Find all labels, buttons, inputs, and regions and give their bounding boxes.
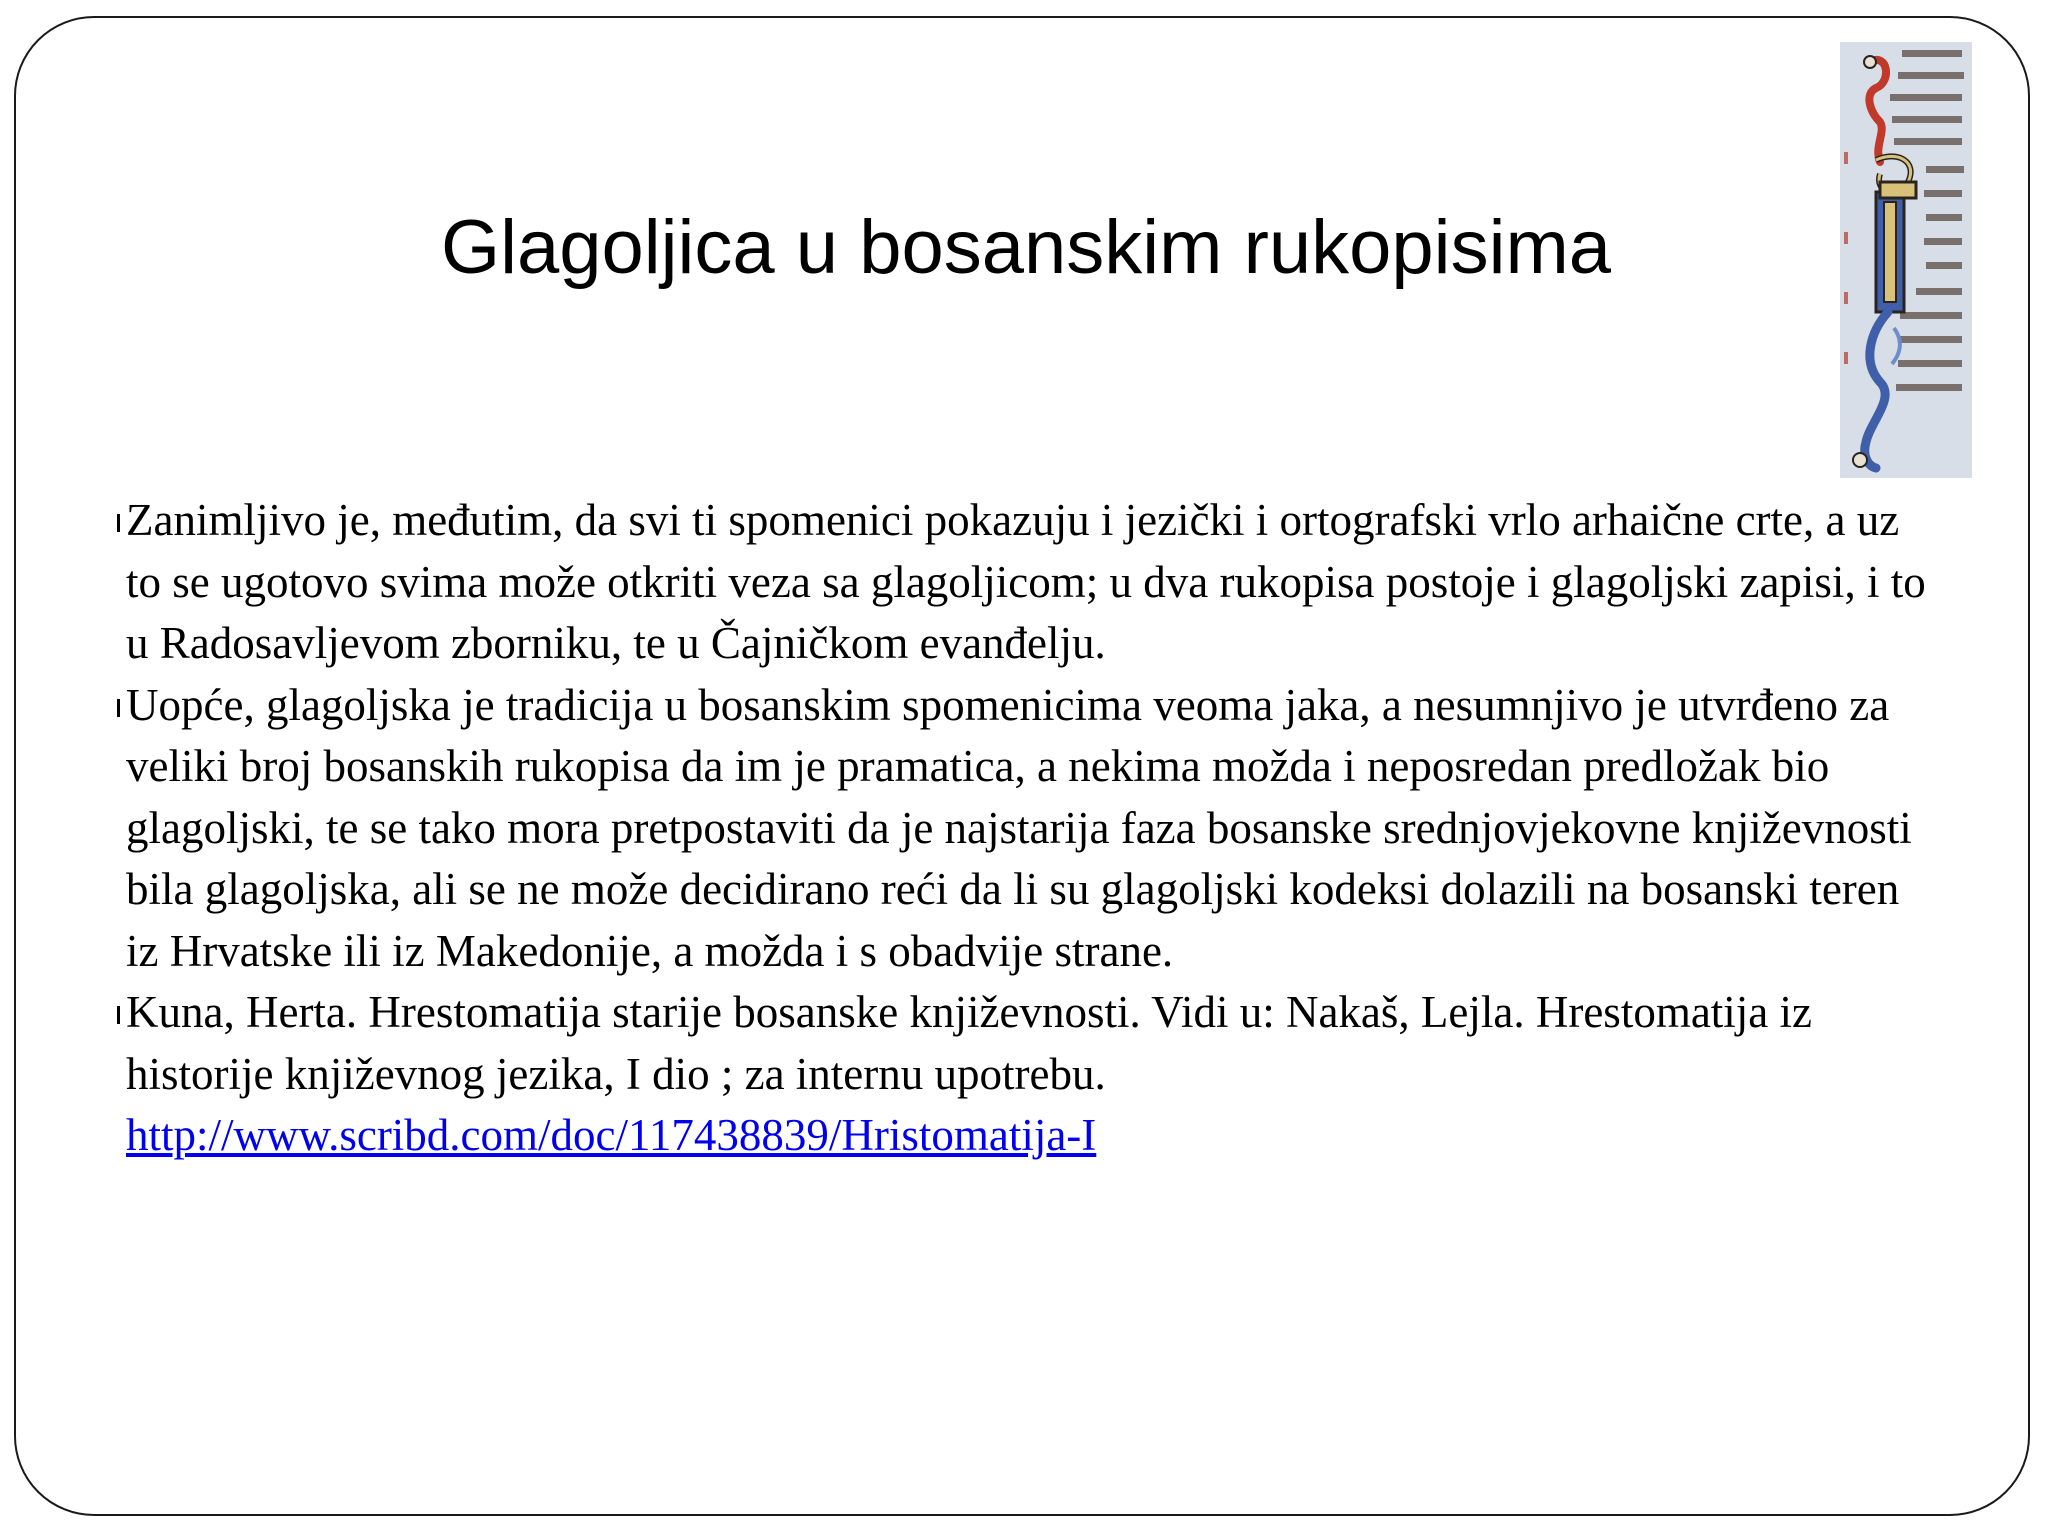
bullet-marker [117,514,120,532]
illuminated-manuscript-image [1840,42,1972,478]
paragraph-3 [126,982,1936,1167]
paragraph-text: Zanimljivo je, međutim, da svi ti spomenici pokazuju i jezički i ortografski vrlo arhaične crte, a uz to se ugotovo svima može otkriti veza sa glagoljicom; u dva rukopisa postoje i glagoljski zapisi, i to u Radosavljevom zborniku, te u Čajničkom evanđelju. [126,495,1926,668]
reference-link[interactable]: http://www.scribd.com/doc/117438839/Hristomatija-I [126,1110,1097,1160]
paragraph-text: Kuna, Herta. Hrestomatija starije bosanske književnosti. Vidi u: Nakaš, Lejla. Hrestomatija iz historije književnog jezika, I dio ; za internu upotrebu. [126,987,1813,1099]
slide-body [126,490,1936,1167]
paragraph-text: Uopće, glagoljska je tradicija u bosanskim spomenicima veoma jaka, a nesumnjivo je utvrđeno za veliki broj bosanskih rukopisa da im je pramatica, a nekima možda i neposredan predložak bio glagoljski, te se tako mora pretpostaviti da je najstarija faza bosanske srednjovjekovne književnosti bila glagoljska, ali se ne može decidirano reći da li su glagoljski kodeksi dolazili na bosanski teren iz Hrvatske ili iz Makedonije, a možda i s obadvije strane. [126,679,1912,976]
paragraph-2 [126,675,1936,983]
paragraph-1 [126,490,1936,675]
bullet-marker [117,699,120,717]
slide-title: Glagoljica u bosanskim rukopisima [440,205,1612,290]
bullet-marker [117,1006,120,1024]
